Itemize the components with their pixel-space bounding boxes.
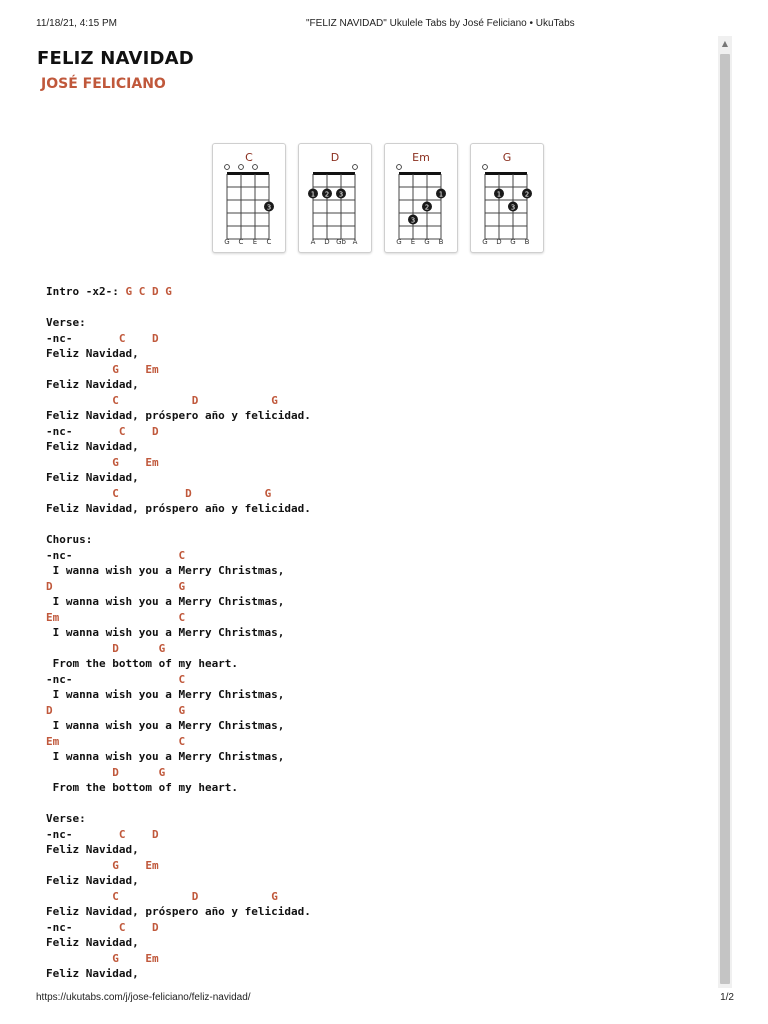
chord-label[interactable]: G xyxy=(158,765,166,779)
finger-number: 3 xyxy=(338,190,344,199)
lyric-text: Intro -x2-: xyxy=(46,285,126,298)
chord-diagrams xyxy=(212,143,542,253)
chord-label[interactable]: C xyxy=(118,920,126,934)
lyric-text xyxy=(119,456,146,469)
lyric-text: Feliz Navidad, xyxy=(46,936,139,949)
chord-label[interactable]: C xyxy=(112,889,119,903)
finger-number: 2 xyxy=(324,190,330,199)
print-page-title: "FELIZ NAVIDAD" Ukulele Tabs by José Feliciano • UkuTabs xyxy=(306,18,575,29)
lyric-text xyxy=(119,487,185,500)
lyric-text: -nc- xyxy=(46,827,119,841)
chord-label[interactable]: G xyxy=(112,362,119,376)
chord-label[interactable]: C xyxy=(118,424,126,438)
finger-number: 1 xyxy=(310,190,316,199)
chord-label[interactable]: C xyxy=(178,672,186,686)
lyric-text: -nc- xyxy=(46,920,119,934)
tab-line xyxy=(46,672,706,688)
tab-line xyxy=(46,780,706,796)
chord-label[interactable]: D xyxy=(112,765,119,779)
lyric-text: Verse: xyxy=(46,316,86,329)
tab-line xyxy=(46,687,706,703)
tab-line xyxy=(46,796,706,812)
chord-label[interactable]: D xyxy=(151,827,159,841)
song-title: FELIZ NAVIDAD xyxy=(37,48,194,69)
lyric-text xyxy=(119,890,192,903)
lyric-text xyxy=(119,394,192,407)
chord-label[interactable]: C xyxy=(118,827,126,841)
print-header xyxy=(36,18,736,32)
string-name: C xyxy=(238,238,244,246)
tab-line xyxy=(46,532,706,548)
lyric-text xyxy=(59,735,178,748)
tab-line xyxy=(46,858,706,874)
lyric-text xyxy=(53,704,179,717)
finger-number: 1 xyxy=(496,190,502,199)
scrollbar-thumb[interactable] xyxy=(720,54,730,984)
artist-link[interactable]: JOSÉ FELICIANO xyxy=(41,76,166,92)
lyric-text: Feliz Navidad, xyxy=(46,378,139,391)
chord-name: D xyxy=(330,151,340,164)
tab-line xyxy=(46,811,706,827)
chord-label[interactable]: C xyxy=(178,734,186,748)
lyric-text xyxy=(46,890,112,903)
chord-label[interactable]: C xyxy=(112,393,119,407)
lyric-text xyxy=(46,642,112,655)
tab-line xyxy=(46,486,706,502)
tab-line xyxy=(46,548,706,564)
lyric-text: -nc- xyxy=(46,424,119,438)
chord-nut xyxy=(485,172,527,175)
chord-label[interactable]: G xyxy=(158,641,166,655)
open-string-marker xyxy=(353,165,358,170)
tab-line xyxy=(46,641,706,657)
lyric-text: Feliz Navidad, xyxy=(46,471,139,484)
chord-label[interactable]: Em xyxy=(46,610,60,624)
lyric-text: Feliz Navidad, xyxy=(46,967,139,980)
lyric-text xyxy=(119,952,146,965)
lyric-text: I wanna wish you a Merry Christmas, xyxy=(46,719,285,732)
tab-line xyxy=(46,393,706,409)
chord-label[interactable]: Em xyxy=(145,951,159,965)
chord-label[interactable]: Em xyxy=(145,858,159,872)
lyric-text xyxy=(46,363,112,376)
chord-label[interactable]: D xyxy=(46,579,53,593)
lyric-text: Verse: xyxy=(46,812,86,825)
chord-label[interactable]: D xyxy=(191,889,199,903)
scroll-up-icon[interactable]: ▲ xyxy=(721,39,729,48)
tab-line xyxy=(46,904,706,920)
lyric-text xyxy=(198,394,271,407)
lyric-text xyxy=(125,921,152,934)
string-name: G xyxy=(396,238,402,246)
lyric-text: -nc- xyxy=(46,672,179,686)
finger-number: 2 xyxy=(424,203,430,212)
lyric-text xyxy=(125,425,152,438)
tab-line xyxy=(46,501,706,517)
string-name: G xyxy=(510,238,516,246)
tab-line xyxy=(46,610,706,626)
chord-diagram-c[interactable] xyxy=(212,143,286,253)
tab-line xyxy=(46,765,706,781)
tab-line xyxy=(46,656,706,672)
print-footer xyxy=(36,992,736,1006)
chord-label[interactable]: C xyxy=(178,548,186,562)
tab-line xyxy=(46,517,706,533)
tab-content xyxy=(46,284,706,982)
tab-line xyxy=(46,827,706,843)
lyric-text xyxy=(59,611,178,624)
tab-line xyxy=(46,951,706,967)
lyric-text: Feliz Navidad, xyxy=(46,440,139,453)
chord-label[interactable]: G xyxy=(112,858,119,872)
chord-nut xyxy=(313,172,355,175)
tab-line xyxy=(46,703,706,719)
tab-line xyxy=(46,470,706,486)
tab-line xyxy=(46,362,706,378)
chord-label[interactable]: C xyxy=(118,331,126,345)
tab-line xyxy=(46,439,706,455)
tab-line xyxy=(46,966,706,982)
string-name: E xyxy=(252,238,258,246)
lyric-text xyxy=(125,332,152,345)
chord-label[interactable]: C xyxy=(178,610,186,624)
string-name: B xyxy=(438,238,444,246)
finger-number: 3 xyxy=(510,203,516,212)
tab-line xyxy=(46,889,706,905)
chord-name: C xyxy=(245,151,253,164)
open-string-marker xyxy=(225,165,230,170)
tab-line xyxy=(46,718,706,734)
finger-number: 3 xyxy=(266,203,272,212)
tab-line xyxy=(46,734,706,750)
chord-name: G xyxy=(502,151,512,164)
tab-line xyxy=(46,346,706,362)
chord-label[interactable]: D xyxy=(191,393,199,407)
lyric-text: I wanna wish you a Merry Christmas, xyxy=(46,564,285,577)
chord-diagram-d[interactable] xyxy=(298,143,372,253)
tab-line xyxy=(46,563,706,579)
lyric-text: I wanna wish you a Merry Christmas, xyxy=(46,626,285,639)
chord-label[interactable]: G xyxy=(271,393,278,407)
scrollbar[interactable] xyxy=(718,36,732,988)
open-string-marker xyxy=(239,165,244,170)
lyric-text: I wanna wish you a Merry Christmas, xyxy=(46,750,285,763)
lyric-text: Feliz Navidad, próspero año y felicidad. xyxy=(46,409,311,422)
string-name: C xyxy=(266,238,272,246)
chord-label[interactable]: D xyxy=(151,424,159,438)
finger-number: 1 xyxy=(438,190,444,199)
chord-label[interactable]: Em xyxy=(145,362,159,376)
chord-diagram-g[interactable] xyxy=(470,143,544,253)
tab-line xyxy=(46,315,706,331)
lyric-text: -nc- xyxy=(46,548,179,562)
lyric-text xyxy=(119,766,159,779)
tab-line xyxy=(46,920,706,936)
lyric-text: I wanna wish you a Merry Christmas, xyxy=(46,595,285,608)
tab-line xyxy=(46,284,706,300)
string-name: A xyxy=(310,238,316,246)
lyric-text xyxy=(46,394,112,407)
lyric-text: Chorus: xyxy=(46,533,93,546)
lyric-text xyxy=(119,642,159,655)
open-string-marker xyxy=(253,165,258,170)
string-name: E xyxy=(410,238,416,246)
tab-line xyxy=(46,300,706,316)
chord-label[interactable]: G xyxy=(264,486,272,500)
chord-label[interactable]: G xyxy=(178,579,186,593)
chord-label[interactable]: D xyxy=(151,331,159,345)
tab-line xyxy=(46,455,706,471)
string-name: B xyxy=(524,238,530,246)
lyric-text xyxy=(53,580,179,593)
print-url: https://ukutabs.com/j/jose-feliciano/feliz-navidad/ xyxy=(36,992,251,1003)
lyric-text: From the bottom of my heart. xyxy=(46,781,239,794)
chord-label[interactable]: G C D G xyxy=(125,285,172,298)
chord-name: Em xyxy=(412,151,430,164)
print-datetime: 11/18/21, 4:15 PM xyxy=(36,18,117,29)
lyric-text xyxy=(119,363,146,376)
finger-number: 2 xyxy=(524,190,530,199)
chord-nut xyxy=(399,172,441,175)
string-name: Gb xyxy=(336,238,346,246)
chord-label[interactable]: D xyxy=(46,703,53,717)
lyric-text: Feliz Navidad, próspero año y felicidad. xyxy=(46,502,311,515)
tab-line xyxy=(46,935,706,951)
chord-label[interactable]: D xyxy=(112,641,119,655)
tab-line xyxy=(46,594,706,610)
tab-line xyxy=(46,873,706,889)
lyric-text xyxy=(46,487,112,500)
lyric-text xyxy=(46,952,112,965)
lyric-text: Feliz Navidad, xyxy=(46,347,139,360)
chord-label[interactable]: Em xyxy=(46,734,60,748)
chord-label[interactable]: G xyxy=(112,951,119,965)
lyric-text xyxy=(198,890,271,903)
chord-label[interactable]: Em xyxy=(145,455,159,469)
chord-label[interactable]: D xyxy=(185,486,192,500)
lyric-text xyxy=(192,487,265,500)
lyric-text xyxy=(46,859,112,872)
string-name: D xyxy=(496,238,502,246)
string-name: G xyxy=(482,238,488,246)
chord-label[interactable]: C xyxy=(112,486,119,500)
tab-line xyxy=(46,625,706,641)
lyric-text: Feliz Navidad, próspero año y felicidad. xyxy=(46,905,311,918)
chord-label[interactable]: G xyxy=(112,455,119,469)
lyric-text: I wanna wish you a Merry Christmas, xyxy=(46,688,285,701)
lyric-text: From the bottom of my heart. xyxy=(46,657,239,670)
chord-label[interactable]: G xyxy=(178,703,186,717)
chord-label[interactable]: D xyxy=(151,920,159,934)
tab-line xyxy=(46,377,706,393)
lyric-text xyxy=(119,859,146,872)
lyric-text: Feliz Navidad, xyxy=(46,843,139,856)
open-string-marker xyxy=(483,165,488,170)
string-name: D xyxy=(324,238,330,246)
tab-line xyxy=(46,842,706,858)
tab-line xyxy=(46,408,706,424)
chord-nut xyxy=(227,172,269,175)
tab-line xyxy=(46,331,706,347)
open-string-marker xyxy=(397,165,402,170)
string-name: G xyxy=(424,238,430,246)
tab-line xyxy=(46,424,706,440)
tab-line xyxy=(46,579,706,595)
lyric-text xyxy=(46,456,112,469)
finger-number: 3 xyxy=(410,216,416,225)
tab-line xyxy=(46,749,706,765)
chord-diagram-em[interactable] xyxy=(384,143,458,253)
lyric-text: Feliz Navidad, xyxy=(46,874,139,887)
lyric-text xyxy=(46,766,112,779)
string-name: A xyxy=(352,238,358,246)
print-page-number: 1/2 xyxy=(720,992,734,1003)
chord-label[interactable]: G xyxy=(271,889,278,903)
string-name: G xyxy=(224,238,230,246)
lyric-text xyxy=(125,828,152,841)
lyric-text: -nc- xyxy=(46,331,119,345)
